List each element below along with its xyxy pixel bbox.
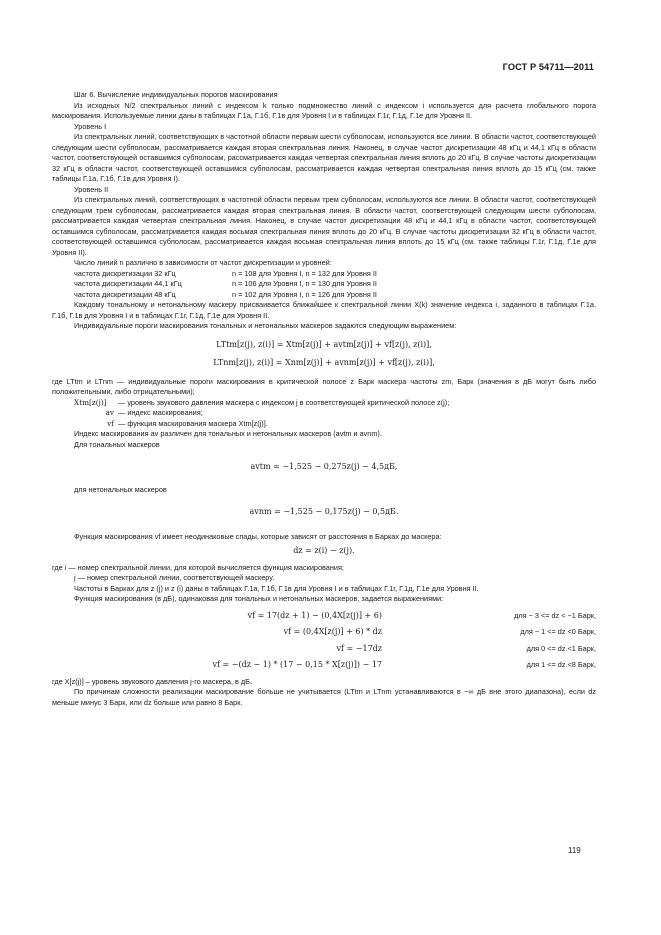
vf-case-expression: vf = (0,4X[z(j)] + 6) * dz: [283, 627, 382, 636]
paragraph-line-count: Число линий n различно в зависимости от частот дискретизации и уровней:: [74, 258, 332, 267]
paragraph-vf-intro: Функция маскирования vf имеет неодинаковые спады, которые зависят от расстояния в Барках до маскера:: [74, 531, 442, 541]
legend-x: [74, 398, 596, 409]
paragraph-thresholds: Индивидуальные пороги маскирования тональных и нетональных маскеров задаются следующим выражением:: [74, 321, 457, 330]
vf-case-expression: vf = 17(dz + 1) − (0,4X[z(j)] + 6): [247, 610, 382, 620]
formula-av-nm: avnm = −1,525 − 0,175z(j) − 0,5дБ.: [249, 507, 399, 516]
vf-case-row: [52, 644, 596, 655]
paragraph-vf-db: Функция маскирования (в дБ), одинаковая для тональных и нетональных маскеров, задается выражениями:: [74, 594, 444, 603]
paragraph-where-xz: где X[z(j)] – уровень звукового давления j-го маскера, в дБ.: [52, 676, 252, 686]
rate-label: частота дискретизации 48 кГц: [74, 289, 176, 299]
legend-vf-symbol: vf: [107, 418, 114, 428]
rate-row: [74, 290, 596, 301]
level1-label: Уровень I: [74, 121, 107, 131]
vf-case-expression: vf = −(dz − 1) * (17 − 0,15 * X[z(j)]) − 17: [212, 660, 382, 669]
rate-label: частота дискретизации 44,1 кГц: [74, 279, 182, 288]
formula-lt-nm: LTnm[z(j), z(i)] = Xnm[z(j)] + avnm[z(j)] + vf[z(j), z(i)],: [213, 358, 435, 367]
rate-label: частота дискретизации 32 кГц: [74, 268, 176, 278]
vf-case-condition: для − 3 <= dz < −1 Барк,: [514, 610, 596, 620]
paragraph-nontonal: для нетональных маскеров: [74, 484, 167, 494]
vf-case-row: [52, 627, 596, 638]
rate-values: n = 102 для Уровня I, n = 126 для Уровня II: [232, 289, 377, 299]
paragraph-level1: Из спектральных линий, соответствующих в частотной области первым шести субполосам, используются все линии. В области частот, соответствующей следующим шести субполосам, рассматривается каждая вторая спектральная линия. Наконец, в случае частот дискретизации 48 кГц и 44,1 кГц в области частот, соответствующей оставшимся субполосам, рассматривается каждая четвертая спектральная линия вплоть до 20 кГц. В случае частоты дискретизации 32 кГц в области частот, соответствующей оставшимся субполосам, рассматривается каждая четвертая спектральная линия вплоть до 15 кГц (см. также таблицы Г.1а, Г.1б, Г.1в для Уровня I).: [52, 132, 596, 183]
vf-case-condition: для 1 <= dz <8 Барк,: [526, 660, 596, 669]
formula-av-tm: avtm = −1,525 − 0,275z(j) − 4,5дБ,: [250, 462, 398, 471]
vf-case-condition: для 0 <= dz <1 Барк,: [526, 643, 596, 653]
legend-av: [74, 408, 596, 419]
paragraph-where-lt: где LTtm и LTnm — индивидуальные пороги маскирования в критической полосе z Барк маскера частоты zm, Барк (значения в дБ могут быть либо положительными, либо отрицательными);: [52, 376, 596, 396]
vf-case-condition: для − 1 <= dz <0 Барк,: [520, 627, 596, 636]
paragraph-assign: Каждому тональному и нетональному маскеру присваивается ближайшее к спектральной линии X(k) значение индекса i, заданного в таблицах Г.1а, Г.1б, Г.1в для Уровня I и в таблицах Г.1г, Г.1д, Г.1е для Уровня II.: [52, 300, 596, 320]
page-number: 119: [568, 846, 581, 855]
vf-case-expression: vf = −17dz: [336, 643, 382, 653]
page-body: [52, 90, 596, 708]
paragraph-av-intro: Индекс маскирования av различен для тональных и нетональных маскеров (avtm и avnm).: [74, 429, 382, 438]
legend-x-text: — уровень звукового давления маскера с индексом j в соответствующей критической полосе z(j);: [118, 397, 450, 407]
rate-row: [74, 269, 596, 280]
level2-label: Уровень II: [74, 184, 109, 194]
paragraph-tonal: Для тональных маскеров: [74, 439, 160, 449]
paragraph-subset: Из исходных N/2 спектральных линий с индексом k только подмножество линий с индексом i используется для расчета глобального порога маскирования. Используемые линии даны в таблицах Г.1а, Г.1б, Г.1в для Уровня I и в таблицах Г.1г, Г.1д, Г.1е для Уровня II.: [52, 100, 596, 120]
standard-header: ГОСТ Р 54711—2011: [502, 62, 594, 72]
paragraph-level2: Из спектральных линий, соответствующих в частотной области первым трем субполосам, используются все линии. В области частот, соответствующей следующим трем субполосам, рассматривается каждая вторая спектральная линия. В области частот, соответствующей следующим шести субполосам, рассматривается каждая четвертая спектральная линия. Наконец, в случае частот дискретизации 48 кГц и 44,1 кГц в области частот, соответствующей оставшимся субполосам, рассматривается каждая восьмая спектральная линия вплоть до 20 кГц. В случае частоты дискретизации 32 кГц в области частот, соответствующей оставшимся субполосам, рассматривается каждая восьмая спектральная линия вплоть до 15 кГц (см. также таблицы Г.1г, Г.1д, Г.1е для Уровня II).: [52, 195, 596, 257]
formula-lt-tm: LTtm[z(j), z(i)] = Xtm[z(j)] + avtm[z(j)] + vf[z(j), z(i)],: [216, 339, 432, 349]
step-heading: Шаг 6. Вычисление индивидуальных порогов маскирования: [74, 90, 278, 99]
vf-case-row: [52, 660, 596, 671]
paragraph-where-i: где i — номер спектральной линии, для которой вычисляется функция маскирования;: [52, 562, 344, 572]
vf-case-row: [52, 611, 596, 622]
paragraph-bark-values: Частоты в Барках для z (j) и z (i) даны в таблицах Г.1а, Г.1б, Г.1в для Уровня I и в таблицах Г.1г, Г.1д, Г.1е для Уровня II.: [74, 583, 479, 593]
formula-dz: dz = z(i) − z(j).: [293, 546, 355, 555]
legend-x-symbol: Xtm[z(j)]: [74, 397, 107, 407]
paragraph-where-j: j — номер спектральной линии, соответствующей маскеру.: [74, 573, 275, 582]
rate-values: n = 108 для Уровня I, n = 132 для Уровня II: [232, 268, 377, 278]
legend-vf: [74, 419, 596, 430]
rate-row: [74, 279, 596, 290]
legend-vf-text: — функция маскирования маскера Xtm[z(j)].: [118, 418, 268, 428]
paragraph-final: По причинам сложности реализации маскирование больше не учитывается (LTtm и LTnm устанавливаются в −∞ дБ вне этого диапазона), если dz меньше минус 3 Барк, или dz больше или равно 8 Барк.: [52, 687, 596, 707]
rate-values: n = 106 для Уровня I, n = 130 для Уровня II: [232, 279, 377, 288]
legend-av-text: — индекс маскирования;: [118, 408, 203, 417]
legend-av-symbol: av: [105, 408, 114, 417]
